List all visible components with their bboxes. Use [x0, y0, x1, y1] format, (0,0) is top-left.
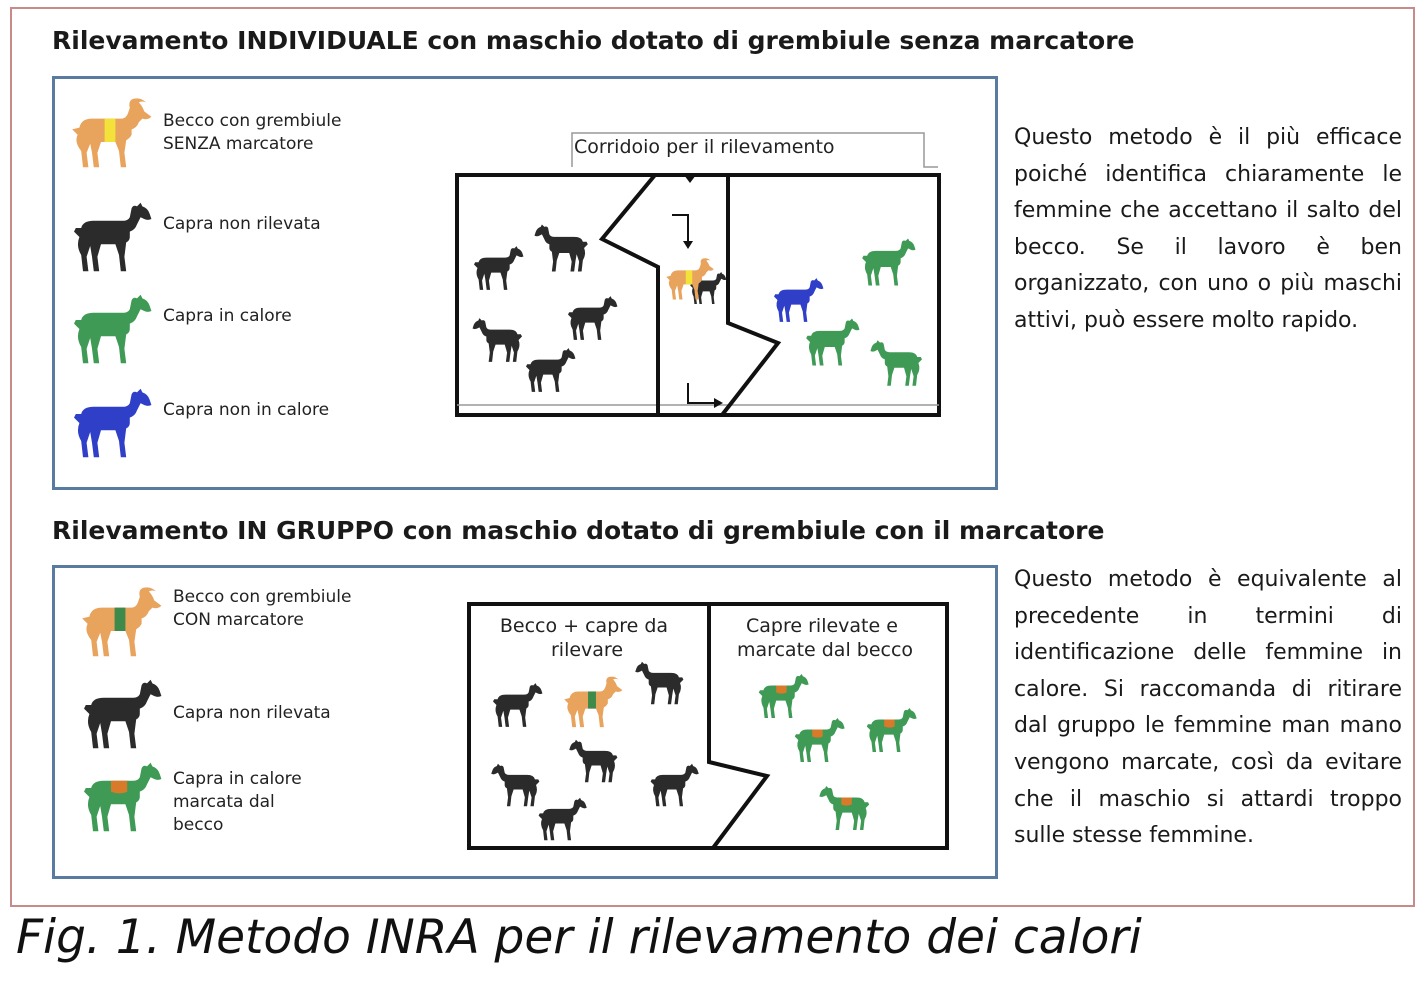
black-goat: [651, 764, 699, 807]
black-goat: [474, 246, 523, 290]
black-goat: [568, 296, 617, 340]
goat-black-icon: [75, 674, 165, 754]
green-marked-goat: [867, 708, 917, 752]
green-goat: [870, 340, 922, 386]
legend-label-not-in-heat: Capra non in calore: [163, 399, 330, 420]
green-marked-goat: [795, 718, 845, 762]
legend-label-not-detected: Capra non rilevata: [163, 213, 321, 234]
black-goat: [473, 318, 522, 362]
legend-item-in-heat-marked: [75, 756, 302, 837]
legend-item-in-heat: [65, 289, 292, 369]
section2-description: Questo metodo è equivalente al precedente in termini di identificazione delle femmine in calore. Si raccomanda di ritirare dal gruppo le femmine man mano vengono marcate, così da evitare che il maschio si attardi troppo sulle stesse femmine.: [1014, 567, 1402, 849]
corridor-right-wall: [722, 175, 778, 415]
goat-buck-apron-no-marker-icon: [65, 93, 155, 173]
corridor-diagram: [450, 127, 950, 427]
black-goats-group: [491, 662, 699, 841]
pen-left-label-line2: rilevare: [550, 639, 624, 661]
exit-arrow-head: [714, 398, 723, 408]
section2-heading: Rilevamento IN GRUPPO con maschio dotato di grembiule con il marcatore: [52, 516, 1105, 545]
figure-caption: Fig. 1. Metodo INRA per il rilevamento dei calori: [16, 910, 1142, 965]
exit-arrow: [688, 383, 718, 403]
legend-item-buck-marker: [75, 582, 351, 662]
section1-heading: Rilevamento INDIVIDUALE con maschio dotato di grembiule senza marcatore: [52, 26, 1135, 55]
pen-right-label: [737, 615, 913, 661]
green-goats-group: [806, 238, 922, 385]
corridor-top-arrow: [684, 175, 696, 183]
black-goat: [493, 683, 542, 727]
green-marked-goats-group: [759, 674, 917, 830]
black-goat: [526, 348, 575, 392]
legend-label-buck-marker: Becco con grembiule CON marcatore: [173, 587, 352, 630]
green-marked-goat: [819, 786, 869, 830]
green-goat: [806, 318, 859, 365]
black-goat: [491, 764, 539, 807]
section1-description: Questo metodo è il più efficace poiché identifica chiaramente le femmine che accettano il salto del becco. Se il lavoro è ben organizzato, con uno o più maschi attivi, può essere molto rapido.: [1014, 125, 1402, 333]
goat-black-icon: [65, 197, 155, 277]
pen-left-label: [500, 615, 674, 661]
legend-item-not-detected: [65, 197, 321, 277]
legend-label-not-detected-2: Capra non rilevata: [173, 702, 331, 723]
section2-panel: [52, 565, 998, 879]
pen-left-label-line1: Becco + capre da: [499, 615, 669, 637]
black-goat: [534, 224, 587, 271]
goat-buck-apron-marker-icon: [75, 582, 165, 662]
legend-item-not-detected-2: [75, 674, 331, 754]
black-goat: [635, 662, 683, 705]
legend-label-buck-no-marker: Becco con grembiule SENZA marcatore: [163, 111, 342, 154]
entry-arrow-head: [683, 241, 693, 249]
goat-green-marked-icon: [75, 757, 165, 837]
goat-blue-icon: [65, 383, 155, 463]
section1-panel: [52, 76, 998, 490]
group-pen-diagram: [463, 598, 953, 854]
buck-with-marker: [564, 677, 622, 727]
legend-label-in-heat-marked: Capra in calore marcata dal becco: [173, 769, 302, 835]
pen-right-label-line1: Capre rilevate e: [746, 615, 898, 637]
black-goat: [569, 740, 617, 783]
pen-right-label-line2: marcate dal becco: [736, 639, 914, 661]
blue-goat: [774, 278, 823, 322]
green-marked-goat: [759, 674, 809, 718]
buck-mounting: [666, 258, 714, 299]
green-goat: [862, 238, 915, 285]
goat-green-icon: [65, 289, 155, 369]
corridor-left-wall: [602, 175, 658, 415]
black-goat: [539, 798, 587, 841]
legend-label-in-heat: Capra in calore: [163, 305, 292, 326]
legend-item-buck-no-marker: [65, 93, 341, 173]
black-goats-group: [473, 224, 618, 391]
legend-item-not-in-heat: [65, 383, 329, 463]
corridor-label: Corridoio per il rilevamento: [574, 136, 835, 158]
entry-arrow: [672, 215, 688, 245]
